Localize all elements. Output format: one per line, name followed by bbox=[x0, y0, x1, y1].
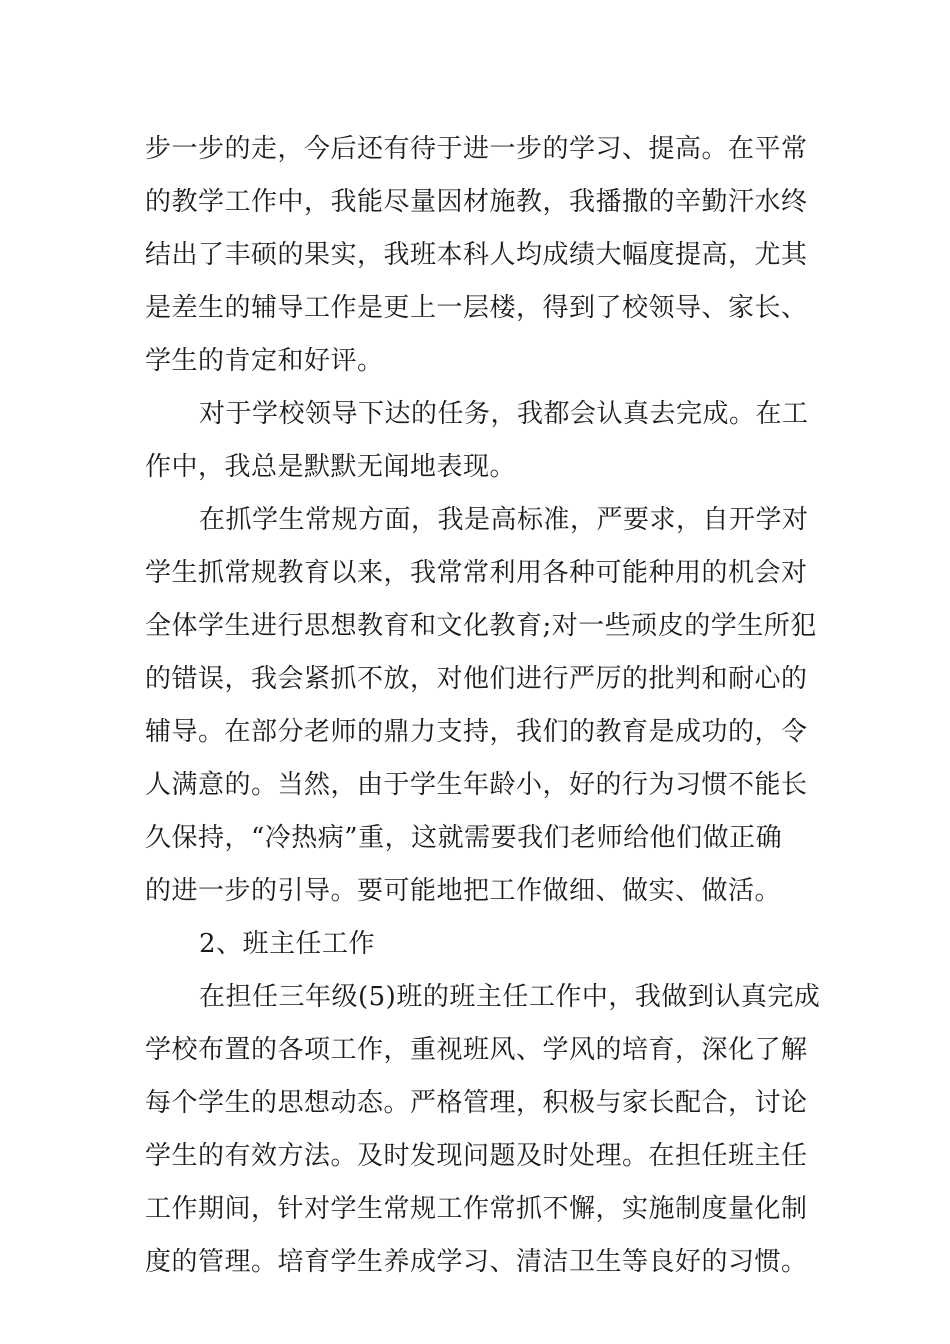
text-line: 的进一步的引导。要可能地把工作做细、做实、做活。 bbox=[145, 876, 782, 906]
section-heading: 2、班主任工作 bbox=[199, 929, 376, 959]
text-line: 学校布置的各项工作，重视班风、学风的培育，深化了解 bbox=[145, 1035, 808, 1065]
text-line: 全体学生进行思想教育和文化教育;对一些顽皮的学生所犯 bbox=[145, 611, 817, 641]
text-line: 久保持，“冷热病”重，这就需要我们老师给他们做正确 bbox=[145, 823, 783, 853]
text-line: 是差生的辅导工作是更上一层楼，得到了校领导、家长、 bbox=[145, 293, 808, 323]
text-line: 步一步的走，今后还有待于进一步的学习、提高。在平常 bbox=[145, 134, 808, 164]
paragraph-first-line: 对于学校领导下达的任务，我都会认真去完成。在工 bbox=[199, 399, 809, 429]
text-line: 每个学生的思想动态。严格管理，积极与家长配合，讨论 bbox=[145, 1088, 808, 1118]
text-line: 辅导。在部分老师的鼎力支持，我们的教育是成功的，令 bbox=[145, 717, 808, 747]
text-line: 学生的有效方法。及时发现问题及时处理。在担任班主任 bbox=[145, 1141, 808, 1171]
paragraph-first-line: 在担任三年级(5)班的班主任工作中，我做到认真完成 bbox=[199, 982, 821, 1012]
text-line: 学生抓常规教育以来，我常常利用各种可能种用的机会对 bbox=[145, 558, 808, 588]
text-line: 的教学工作中，我能尽量因材施教，我播撒的辛勤汗水终 bbox=[145, 187, 808, 217]
document-body bbox=[145, 123, 821, 1289]
text-line: 学生的肯定和好评。 bbox=[145, 346, 384, 376]
text-line: 作中，我总是默默无闻地表现。 bbox=[145, 452, 517, 482]
text-line: 结出了丰硕的果实，我班本科人均成绩大幅度提高，尤其 bbox=[145, 240, 808, 270]
text-line: 人满意的。当然，由于学生年龄小，好的行为习惯不能长 bbox=[145, 770, 808, 800]
text-line: 度的管理。培育学生养成学习、清洁卫生等良好的习惯。 bbox=[145, 1247, 808, 1277]
text-line: 的错误，我会紧抓不放，对他们进行严厉的批判和耐心的 bbox=[145, 664, 808, 694]
paragraph-first-line: 在抓学生常规方面，我是高标准，严要求，自开学对 bbox=[199, 505, 809, 535]
text-line: 工作期间，针对学生常规工作常抓不懈，实施制度量化制 bbox=[145, 1194, 808, 1224]
